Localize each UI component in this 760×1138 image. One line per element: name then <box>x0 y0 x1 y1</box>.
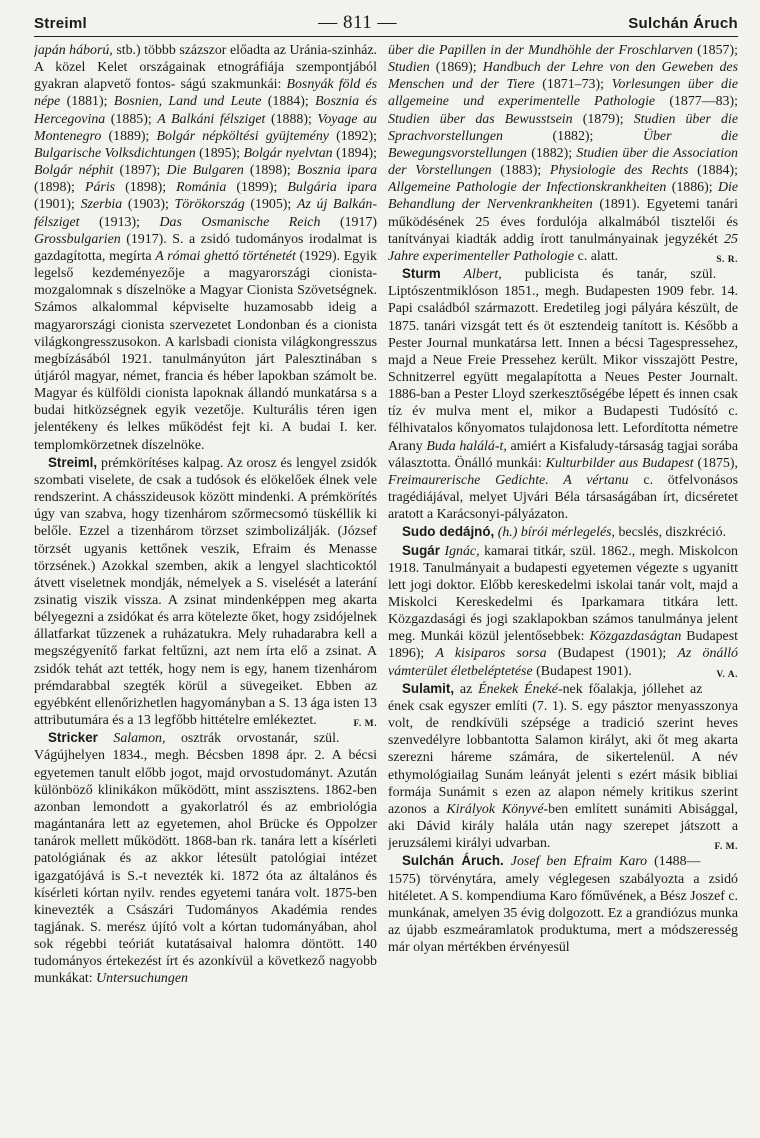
left-column <box>34 42 377 1132</box>
entry-stricker-continued: über die Papillen in der Mundhöhle der Froschlarven (1857); Studien (1869); Handbuch der Lehre von den Geweben des Menschen und der Tiere (1871–73); Vorlesungen über die allgemeine und experimentelle Pathologie (1877—83); Studien über das Bewusstsein (1879); Studien über die Sprachvorstellungen (1882); Über die Bewegungsvorstellungen (1882); Studien über die Association der Vorstellungen (1883); Physiologie des Rechts (1884); Allgemeine Pathologie der Infectionskrankheiten (1886); Die Behandlung der Nervenkrankheiten (1891). Egyetemi tanári működésének 25 éves fordulója alkalmából tisztelői és tanítványai kiadták addig írott tanulmányainak jegyzékét 25 Jahre experimenteller Pathologie c. alatt. S. R. <box>388 42 738 265</box>
header-rule <box>34 36 738 37</box>
running-header <box>34 12 738 34</box>
headword-streiml: Streiml, <box>48 454 98 470</box>
entry-streiml: Streiml, prémkörítéses kalpag. Az orosz és lengyel zsidók szombati viselete, de csak a tudósok és elökelőek élnek vele rendszerint. A chásszideusok között mindenki. A prémkörítés úgy van szabva, hogy tizenhárom szőrmecsomó tüskéllik ki belőle. Ezzel a tizenhárom törzset szimbolizálják. (József törzsét ugyanis kettőnek veszik, Efraim és Menasse törzsének.) Azokkal szemben, akik a lengyel slachticoktól átvett viseletnek mondják, némelyek a S. viselését a laterání zsinatig viszik vissza. A zsinat mindenképpen meg akarta bélyegezni a zsidókat és arra kötelezte őket, hogy zsidójelnek állatfarkat tűzzenek a ruházatukra. Mely ruhadarabra kell a megszégyenítő farkat feltűzni, azt nem írta elő a zsinat. A zsidók tehát azt tették, hogy nem is egy, hanem tizenhárom prémdarabbal szegték körül a süvegeiket. Ebben az egyébként ellenőrizhetlen hagyományban a S. 13 ága isten 13 attributumára és a 13 legfőbb hittételre emlékeztet. F. M. <box>34 454 377 730</box>
header-right-keyword: Sulchán Áruch <box>628 15 738 32</box>
entry-sudo-dedajno: Sudo dedájnó, (h.) bírói mérlegelés, becslés, diszkréció. <box>402 524 727 541</box>
entry-continuation-paragraph: japán háború, stb.) többb százszor előadta az Uránia-szinház. A közel Kelet országainak etnográfiája szempontjából gyakran alapvető fontos- ságú szakmunkái: Bosnyák föld és népe (1881); Bosnien, Land und Leute (1884); Bosznia és Hercegovina (1885); A Balkáni félsziget (1888); Voyage au Montenegro (1889); Bolgár népköltési gyüjtemény (1892); Bulgarische Volksdichtungen (1895); Bolgár nyelvtan (1894); Bolgár néphit (1897); Die Bulgaren (1898); Bosznia ipara (1898); Páris (1898); Románia (1899); Bulgária ipara (1901); Szerbia (1903); Törökország (1905); Az új Balkán-félsziget (1913); Das Osmanische Reich (1917) Grossbulgarien (1917). S. a zsidó tudományos irodalmat is gazdagította, megírta A római ghettó történetét (1929). Egyik legelső kezdeményezője a magyarországi cionista-mozgalomnak s díszelnöke a Magyar Cionista Szövetségnek. Számos alkalommal képviselte huzamosabb ideig a magyarországi cionista szervezetet Londonban és a cionista világkongresszusokon. A karlsbadi cionista világkongresszus megbízásából 1921. tanulmányúton járt Palesztinában s útjáról magyar, német, francia és héber lapokban számolt be. Magyar és külföldi cionista lapoknak állandó munkatársa s a budai hitközségnek egyik vezetője. Kulturális téren igen jelentékeny és lelkes működést fejt ki. A budai I. ker. templomkörzetnek díszelnöke. <box>34 43 377 453</box>
entry-sturm: Sturm Albert, publicista és tanár, szül. Liptószentmiklóson 1851., megh. Budapesten 1909 febr. 14. Papi családból származott. Eredetileg jogi pályára készült, de 1875. tanári vizsgát tett és öt esztendeig tanított is. Később a Pester Journal munkatársa lett. Innen a bécsi Tagespressehez, majd a Neue Freie Pressehez került. Mikor visszajött Pestre, Schnitzerrel együtt megalapította a Neues Pester Journalt. 1886-ban a Pester Lloyd szerkesztőségébe lépett és innen csak tíz év mulva ment el, mikor a Budapesti Tudósító c. félhivatalos kőnyomatos tulajdonosa lett. Lefordította németre Arany Buda halálá-t, amiért a Kisfaludy-társaság tagjai sorába választotta. Önálló munkái: Kulturbilder aus Budapest (1875), Freimaurerische Gedichte. A vértanu c. ötfelvonásos tragédiájával, melyet Ujvári Béla társaságában írt, dicséretet aratott a Karácsonyi-pályázaton. <box>388 266 738 523</box>
author-signature: V. A. <box>716 669 738 680</box>
headword-sugar: Sugár <box>402 542 440 558</box>
entry-sugar: Sugár Ignác, kamarai titkár, szül. 1862., megh. Miskolcon 1918. Tanulmányait a budapesti egyetemen végezte s ugyanitt lett jogi doktor. Előbb kereskedelmi iskolai tanár volt, majd a Miskolci Kereskedelmi és Iparkamara titkára lett. Közgazdasági és jogi szaklapokban számos tanulmánya jelent meg. Munkái közül jelentősebbek: Közgazdaságtan Budapest 1896); A kisiparos sorsa (Budapest (1901); Az önálló vámterület életbeléptetése (Budapest 1901). V. A. <box>388 542 738 680</box>
author-signature: S. R. <box>716 254 738 265</box>
right-column <box>388 42 738 1132</box>
headword-sulamit: Sulamit, <box>402 680 455 696</box>
entry-sulchan-aruch: Sulchán Áruch. Josef ben Efraim Karo (1488—1575) törvénytára, amely véglegesen szabályozta a zsidó hitéletet. A S. kompendiuma Karo főművének, a Bész Joszef c. munkának, amelyen 35 évig dolgozott. Ez a grandiózus munka az újabb eszmeáramlatok produktuma, mert a módszeresség már olyan mértékben érvényesül <box>388 853 738 956</box>
entry-sulamit: Sulamit, az Énekek Éneké-nek főalakja, jóllehet az ének csak egyszer említi (7. 1). S. egy pásztor menyasszonya volt, de rendkívüli szépsége a tradició szerint heves szenvedélyre lobbantotta Salamon királyt, aki őt meg akarta szerezni háreme számára, de sikertelenül. A név ethymológiailag Sunám leányát jelenti s ezért másik bibliai formája Sunámit s ezen az alapon némely kritikus szerint azonos a Királyok Könyvé-ben említett sunámiti Abisággal, aki Dávid király halála után nagy szerepet játszott a jeruzsálemi királyi udvarban. F. M. <box>388 680 738 853</box>
headword-sudo-dedajno: Sudo dedájnó, <box>402 524 495 540</box>
entry-stricker: Stricker Salamon, osztrák orvostanár, szül. Vágújhelyen 1834., megh. Bécsben 1898 ápr. 2. A bécsi egyetemen tanult előbb jogot, majd orvostudományt. Azután különböző klinikákon működött, mint asszisztens. 1862-ben azonban lemondott a gyakorlatról és az embriológia magántanára lett az egyetemen, ahol Brücke és Oppolzer tanárok mellett működött. 1868-ban rk. tanára lett a kísérleti patológiának és az akkor létesült patológiai intézet igazgatójává is S.-t nevezték ki. 1872 óta az általános és kísérleti kórtan nyilv. rendes egyetemi tanára volt. 1875-ben kinevezték a Császári Tudományos Akadémia rendes tagjának. S. merész újító volt a kórtan tudományában, ahol sok régebbi teóriát kutatásaival halomra döntött. 140 tudományos értekezést írt és azonkívül a következő nagyobb munkákat: Untersuchungen <box>34 730 377 987</box>
headword-sulchan-aruch: Sulchán Áruch. <box>402 853 504 869</box>
author-signature: F. M. <box>714 842 738 853</box>
header-left-keyword: Streiml <box>34 15 87 32</box>
headword-stricker: Stricker <box>48 730 98 746</box>
author-signature: F. M. <box>353 719 377 730</box>
page-number: — 811 — <box>318 12 397 33</box>
headword-sturm: Sturm <box>402 266 441 282</box>
